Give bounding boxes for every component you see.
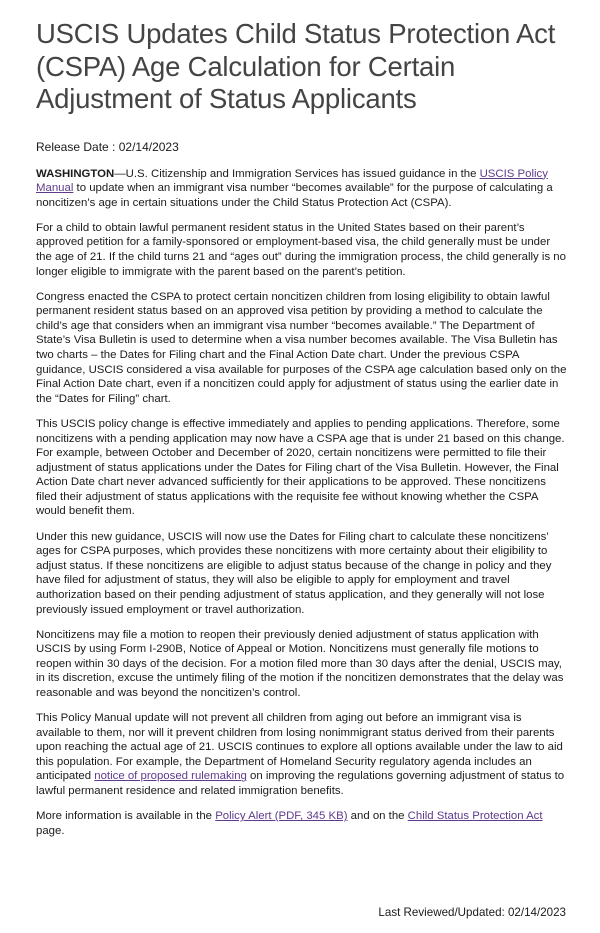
paragraph-5: Under this new guidance, USCIS will now use the Dates for Filing chart to calculate these noncitizens’ ages for CSPA purposes, which provides these noncitizens with more certainty about their eligibility to adjust status. If these noncitizens are eligible to adjust status because of the change in policy and they have filed for adjustment of status, they will also be eligible to apply for employment and travel authorization based on their pending adjustment of status application, and they generally will not lose previously issued employment or travel authorization. [36,530,552,616]
release-date-value: 02/14/2023 [118,139,179,154]
policy-alert-pdf-link[interactable]: Policy Alert (PDF, 345 KB) [215,810,348,823]
proposed-rulemaking-link[interactable]: notice of proposed rulemaking [94,770,247,783]
dateline: WASHINGTON [36,167,115,180]
paragraph-6: Noncitizens may file a motion to reopen their previously denied adjustment of status application with USCIS by using Form I-290B, Notice of Appeal or Motion. Noncitizens must generally file motions to reopen within 30 days of the decision. For a motion filed more than 30 days after the denial, USCIS may, in its discretion, excuse the untimely filing of the motion if the noncitizen demonstrates that the delay was reasonable and was beyond the noncitizen’s control. [36,628,564,699]
release-date [36,140,568,155]
last-reviewed: Last Reviewed/Updated: 02/14/2023 [378,906,566,919]
release-date-label: Release Date : [36,139,119,154]
paragraph-1: WASHINGTON—U.S. Citizenship and Immigration Services has issued guidance in the USCIS Policy Manual to update when an immigrant visa number “becomes available” for the purpose of calculating a noncitizen’s age in certain situations under the Child Status Protection Act (CSPA). [36,167,553,209]
policy-manual-link[interactable]: USCIS Policy Manual [36,167,548,195]
paragraph-8: More information is available in the Policy Alert (PDF, 345 KB) and on the Child Status Protection Act page. [36,810,543,837]
paragraph-3: Congress enacted the CSPA to protect certain noncitizen children from losing eligibility to obtain lawful permanent resident status based on an approved visa petition by providing a method to calculate the child’s age that considers when an immigrant visa number “becomes available.” The Department of State’s Visa Bulletin is used to determine when a visa number becomes available. The Visa Bulletin has two charts – the Dates for Filing chart and the Final Action Date chart. Under the previous CSPA guidance, USCIS considered a visa available for purposes of the CSPA age calculation based only on the Final Action Date chart, even if a noncitizen could apply for adjustment of status using the earlier date in the “Dates for Filing” chart. [36,290,567,405]
cspa-page-link[interactable]: Child Status Protection Act [407,810,543,823]
paragraph-2: For a child to obtain lawful permanent resident status in the United States based on their parent’s approved petition for a family-sponsored or employment-based visa, the child generally must be under the age of 21. If the child turns 21 and “ages out” during the immigration process, the child generally is no longer eligible to immigrate with the parent based on the parent’s petition. [36,221,566,278]
page-title: USCIS Updates Child Status Protection Act (CSPA) Age Calculation for Certain Adjustment of Status Applicants [36,18,556,114]
paragraph-7: This Policy Manual update will not prevent all children from aging out before an immigrant visa is available to them, nor will it prevent children from losing nonimmigrant status derived from their parents upon reaching the actual age of 21. USCIS continues to explore all options available under the law to aid this population. For example, the Department of Homeland Security regulatory agenda includes an anticipated notice of proposed rulemaking on improving the regulations governing adjustment of status to lawful permanent residence and related immigration benefits. [36,712,565,798]
paragraph-4: This USCIS policy change is effective immediately and applies to pending applications. Therefore, some noncitizens with a pending application may now have a CSPA age that is under 21 based on this change. For example, between October and December of 2020, certain noncitizens were permitted to file their adjustment of status applications under the Dates for Filing chart of the Visa Bulletin. However, the Final Action Date chart never advanced sufficiently for their applications to be approved. These noncitizens filed their adjustment of status applications with the requisite fee without knowing whether the CSPA would benefit them. [36,417,565,518]
